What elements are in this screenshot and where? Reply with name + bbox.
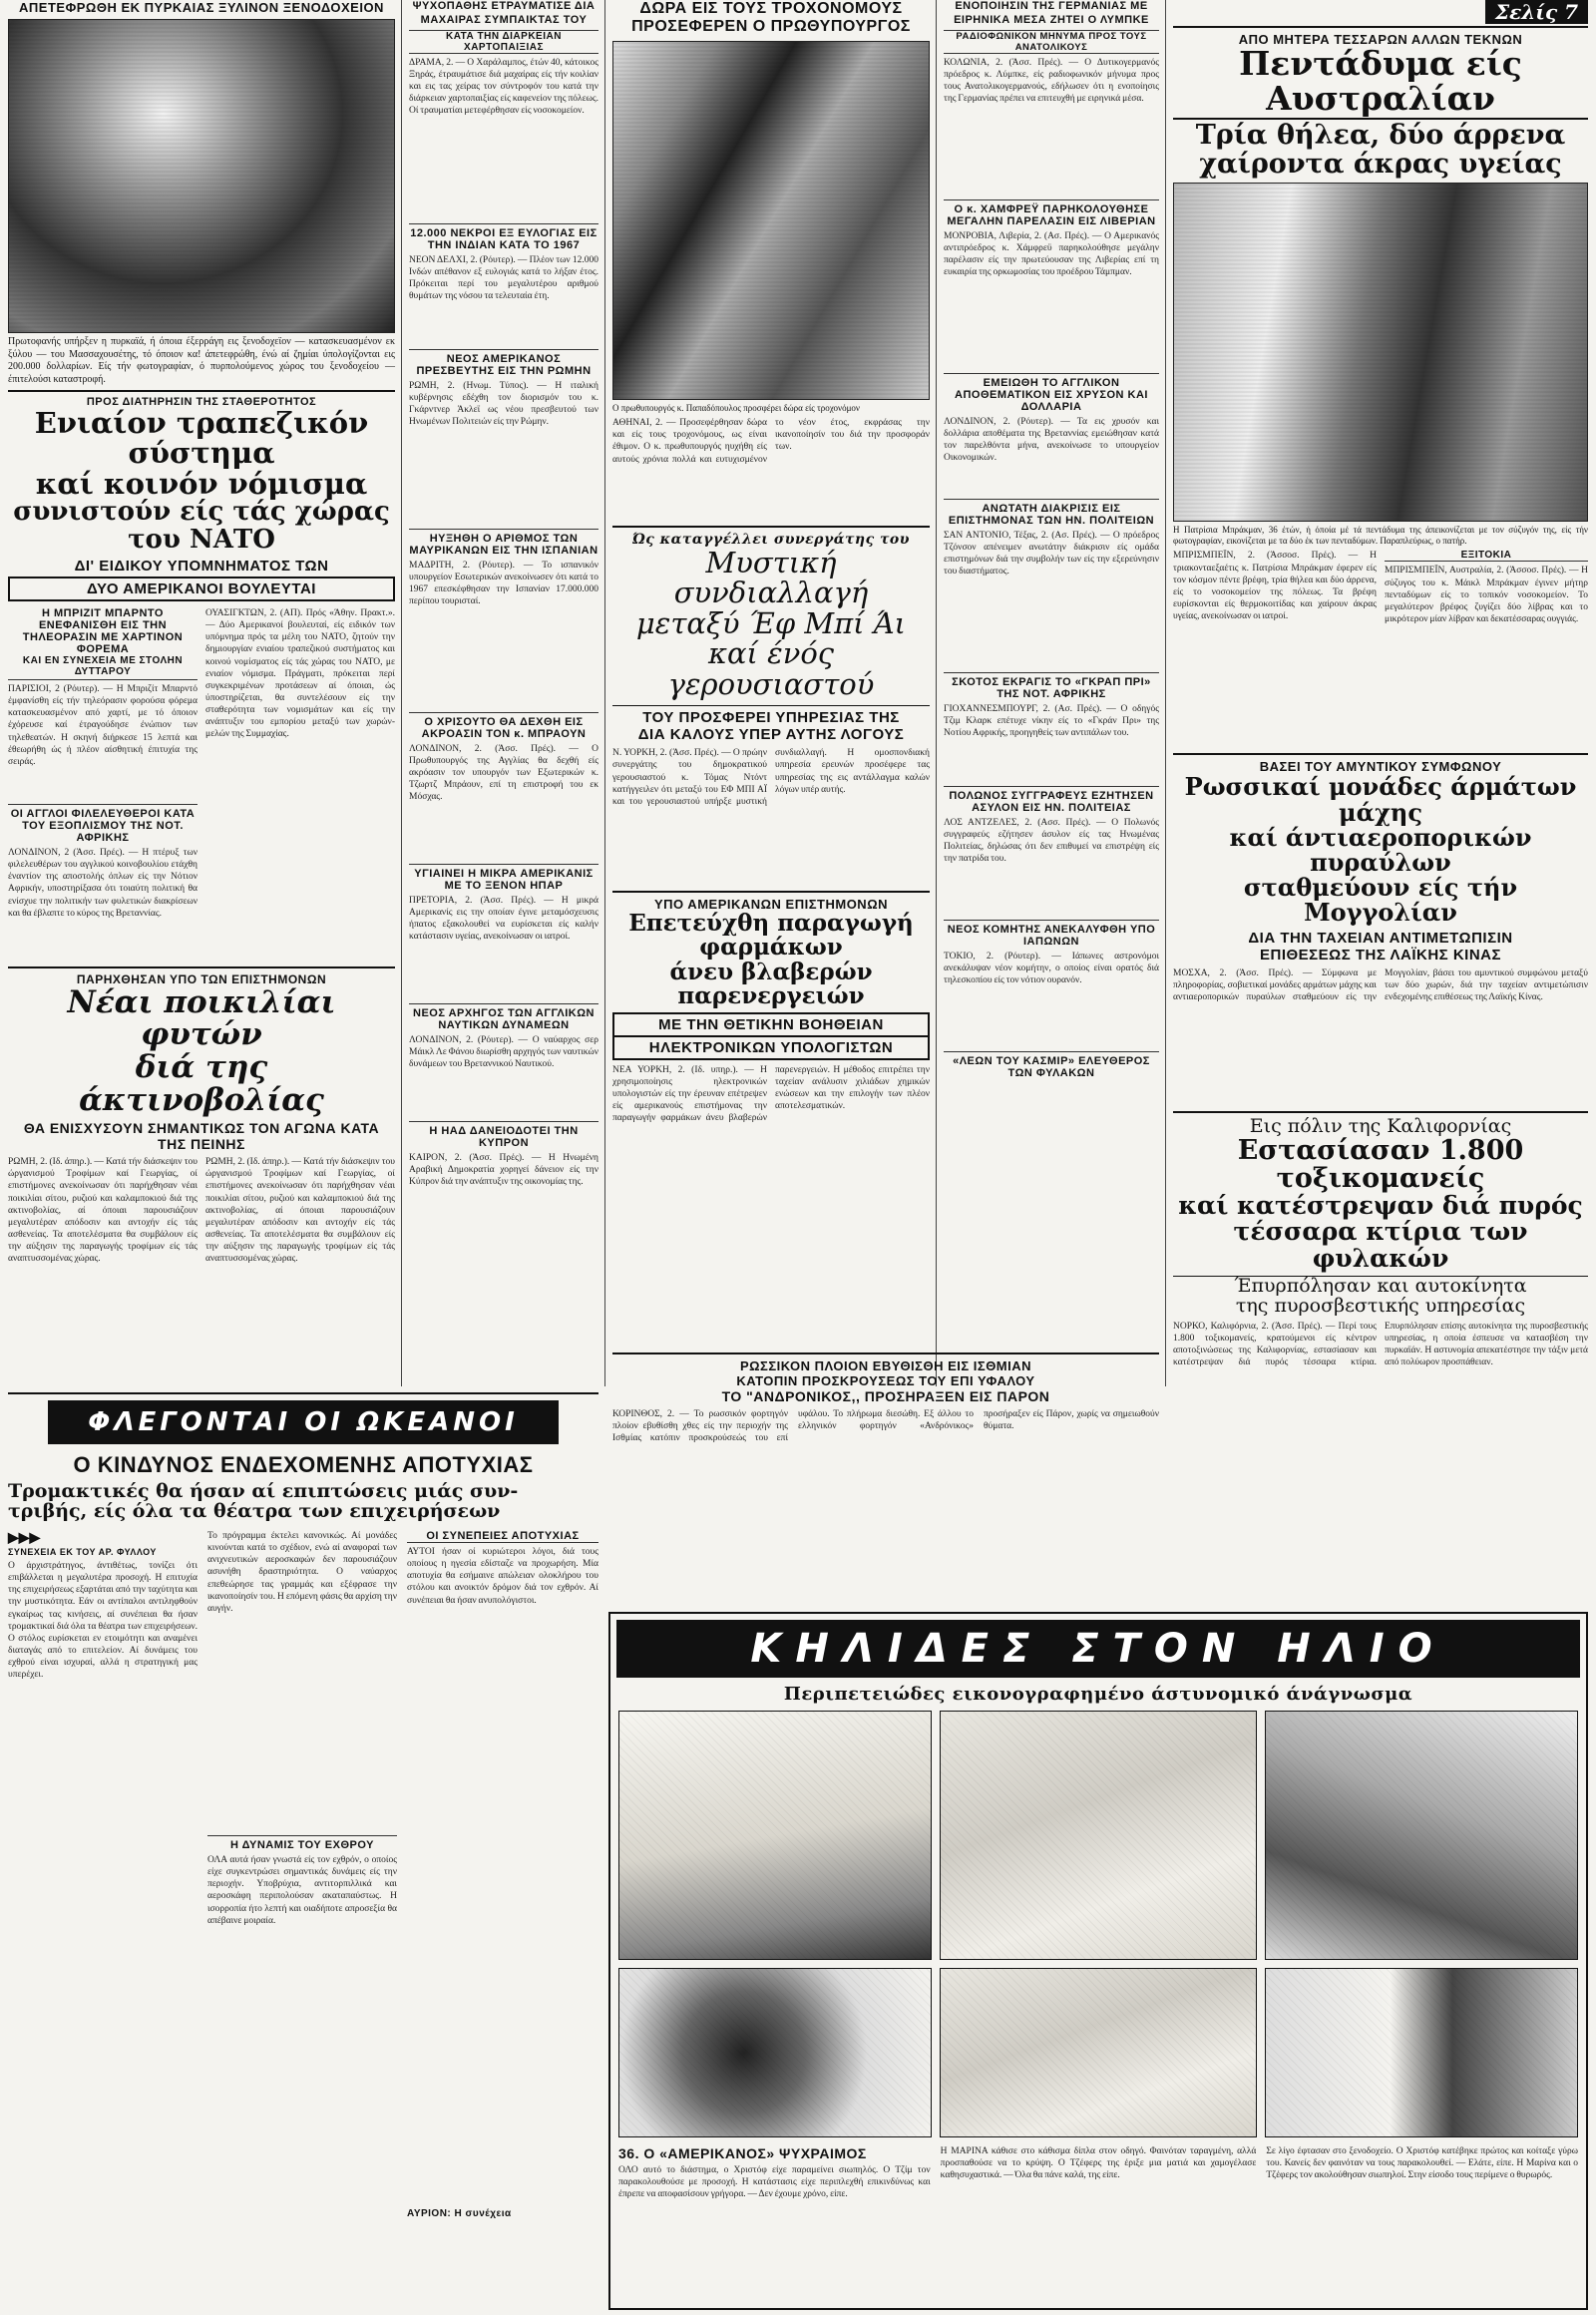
mystic-headline-1: Μυστική συνδιαλλαγή (673, 546, 869, 610)
quint-caption: Η Πατρίσια Μπράκμαν, 36 έτών, ή όποία μέ τά πεντάδυμα της άπεικονίζεται με τον σύζυγόν της, είς τήν φωτογραφίαν, εικονίζεται με τα δύο έκ των πενταδύμων. Παραπλεύρως, ο πατήρ. (1173, 524, 1588, 547)
tanks-subhead-1: ΔΙΑ ΤΗΝ ΤΑΧΕΙΑΝ ΑΝΤΙΜΕΤΩΠΙΣΙΝ (1248, 929, 1513, 947)
quint-side-body: ΜΠΡΙΣΜΠΕΪΝ, Αυστραλία, 2. (Άσσοσ. Πρές). — Η σύζυγος του κ. Μάικλ Μπράκμαν έγινεν μήτηρ πενταδύμων είς το τοπικόν νοσοκομείον. Το μεγαλύτερον βρέφος ζυγίζει δύο λίβρας και το μικρότερον μίαν λίβραν και δεκατέσσαρας ουγγιάς. (1385, 566, 1588, 625)
bardot-subhead: ΚΑΙ ΕΝ ΣΥΝΕΧΕΙΑ ΜΕ ΣΤΟΛΗΝ ΔΥΤΤΑΡΟΥ (8, 655, 198, 680)
calif-kicker: Εις πόλιν της Καλιφορνίας (1249, 1114, 1512, 1137)
quint-headline: Πεντάδυμα είς Αυστραλίαν (1173, 47, 1588, 120)
grandprix-headline: ΣΚΟΤΟΣ ΕΚΡΑΓΙΣ ΤΟ «ΓΚΡΑΠ ΠΡΙ» ΤΗΣ ΝΟΤ. ΑΦΡΙΚΗΣ (952, 675, 1151, 700)
bardot-headline: Η ΜΠΡΙΖΙΤ ΜΠΑΡΝΤΟ ΕΝΕΦΑΝΙΣΘΗ ΕΙΣ ΤΗΝ ΤΗΛΕΟΡΑΣΙΝ ΜΕ ΧΑΡΤΙΝΟΝ ΦΟΡΕΜΑ (22, 606, 184, 655)
arrows-icon: ▶▶▶ (8, 1530, 41, 1546)
loan-headline: Η ΗΑΔ ΔΑΝΕΙΟΔΟΤΕΙ ΤΗΝ ΚΥΠΡΟΝ (429, 1124, 579, 1149)
liberals-headline: ΟΙ ΑΓΓΛΟΙ ΦΙΛΕΛΕΥΘΕΡΟΙ ΚΑΤΑ ΤΟΥ ΕΞΟΠΛΙΣΜΟΥ ΤΗΣ ΝΟΤ. ΑΦΡΙΚΗΣ (10, 807, 196, 844)
plants-kicker: ΠΑΡΗΧΘΗΣΑΝ ΥΠΟ ΤΩΝ ΕΠΙΣΤΗΜΟΝΩΝ (76, 971, 327, 986)
writer-headline: ΠΟΛΩΝΟΣ ΣΥΓΓΡΑΦΕΥΣ ΕΖΗΤΗΣΕΝ ΑΣΥΛΟΝ ΕΙΣ ΗΝ. ΠΟΛΙΤΕΙΑΣ (949, 789, 1154, 814)
oceans-body-1: Ο άρχιστράτηγος, άντιθέτως, τονίζει ότι επιβάλλεται η μεγαλυτέρα προσοχή. Η επιτυχία της επιχειρήσεως εξαρτάται από την ταχύτητα και την μυστικότητα. Εάν οι αντίπαλοι αντιληφθούν εγκαίρως τας κινήσεις, αί συνέπειαι θα ήσαν τρομακτικαί διά όλα τα θέατρα των επιχειρήσεων. Ο στόλος ευρίσκεται εν ετοιμότητι και αναμένει διαταγάς από το επιτελείον. Αί δυνάμεις του εχθρού είναι ισχυραί, αλλά η στρατηγική μας υπερέχει. (8, 1560, 198, 1681)
column-divider (401, 0, 402, 1386)
comic-panel-5 (940, 1968, 1257, 2137)
plants-body-2: ΡΩΜΗ, 2. (Ιδ. άπηρ.). — Κατά τήν διάσκεψιν του ώργανισμού Τροφίμων καί Γεωργίας, οί επιστήμονες ανεκοίνωσαν ότι παρήχθησαν νέαι ποικιλίαι σίτου, ρυζιού και καλαμποκιού διά της ακτινοβολίας, αί όποιαι παρουσιάζουν μεγαλυτέραν απόδοσιν και αντοχήν είς τάς ασθενείας. Τα αποτελέσματα θα συμβάλουν είς την αύξησιν της παραγωγής τροφίμων είς τάς αναπτυσσομένας χώρας. (205, 1157, 395, 1265)
psycho-headline: ΨΥΧΟΠΑΘΗΣ ΕΤΡΑΥΜΑΤΙΣΕ ΔΙΑ ΜΑΧΑΙΡΑΣ ΣΥΜΠΑΙΚΤΑΣ ΤΟΥ (412, 0, 596, 26)
quint-body: ΜΠΡΙΣΜΠΕΪΝ, 2. (Άσσοσ. Πρές). — Η τριακονταεξαέτις κ. Πατρίσια Μπράκμαν έφερεν είς τον κόσμον πέντε βρέφη, τρία θήλεα και δύο άρρενα, είς το νοσοκομείον της πόλεως. Τα βρέφη ευρίσκονται είς θερμοκοιτίδας και χαίρουν άκρας υγείας, ανεκοίνωσαν οι ιατροί. (1173, 551, 1377, 622)
tanks-kicker: ΒΑΣΕΙ ΤΟΥ ΑΜΥΝΤΙΚΟΥ ΣΥΜΦΩΝΟΥ (1259, 759, 1502, 775)
plants-headline-1: Νέαι ποικιλίαι φυτών (67, 983, 336, 1053)
consequences-headline: ΟΙ ΣΥΝΕΠΕΙΕΣ ΑΠΟΤΥΧΙΑΣ (407, 1530, 598, 1543)
mystic-kicker: Ώς καταγγέλλει συνεργάτης του (632, 532, 910, 549)
comic-panel-1 (618, 1711, 932, 1960)
nato-subhead-1: ΔΙ' ΕΙΔΙΚΟΥ ΥΠΟΜΝΗΜΑΤΟΣ ΤΩΝ (74, 557, 329, 575)
spain-body: ΜΑΔΡΙΤΗ, 2. (Ρόυτερ). — Το ισπανικόν υπουργείον Εσωτερικών ανεκοίνωσεν ότι κατά το 1967 επεσκέφθησαν την Ισπανίαν 17.000.000 περίπου τουρισταί. (409, 560, 598, 606)
calif-body: ΝΟΡΚΟ, Καλιφόρνια, 2. (Άσσ. Πρές). — Περί τους 1.800 τοξικομανείς, κρατούμενοι είς κέντρον αποτοξινώσεως της Καλιφορνίας, εστασίασαν και κατέστρεψαν διά πυρός τέσσαρα κτίρια. Επυρπόλησαν επίσης αυτοκίνητα της πυροσβεστικής υπηρεσίας, η οποία έσπευσε να κατασβέση την πυρκαϊάν. Η αστυνομία απεκατέστησε την τάξιν μετά από πολύωρον προσπάθειαν. (1173, 1321, 1588, 1368)
comic-panel-6 (1265, 1968, 1578, 2137)
spain-headline: ΗΥΞΗΘΗ Ο ΑΡΙΘΜΟΣ ΤΩΝ ΜΑΥΡΙΚΑΝΩΝ ΕΙΣ ΤΗΝ ΙΣΠΑΝΙΑΝ (409, 532, 598, 557)
kashmir-headline: «ΛΕΩΝ ΤΟΥ ΚΑΣΜΙΡ» ΕΛΕΥΘΕΡΟΣ ΤΩΝ ΦΥΛΑΚΩΝ (953, 1054, 1150, 1079)
calif-headline-3: τέσσαρα κτίρια των φυλακών (1233, 1217, 1528, 1273)
oceans-subhead-2: τριβής, είς όλα τα θέατρα των επιχειρήσεων (8, 1499, 501, 1522)
quint-subhead-2: χαίροντα άκρας υγείας (1199, 148, 1562, 180)
writer-body: ΛΟΣ ΑΝΤΖΕΛΕΣ, 2. (Ασσ. Πρές). — Ο Πολωνός συγγραφεύς εζήτησεν άσυλον είς τας Ηνωμένας Πολιτείας, δηλώσας ότι δεν επιθυμεί να επιστρέψη είς την πατρίδα του. (944, 817, 1159, 864)
page-number-masthead: Σελίς 7 (1485, 0, 1588, 24)
ship-story (612, 1349, 1159, 1620)
award-headline: ΑΝΩΤΑΤΗ ΔΙΑΚΡΙΣΙΣ ΕΙΣ ΕΠΙΣΤΗΜΟΝΑΣ ΤΩΝ ΗΝ. ΠΟΛΙΤΕΙΩΝ (948, 502, 1155, 527)
nato-headline-2: καί κοινόν νόμισμα (35, 466, 368, 501)
psycho-subhead: ΚΑΤΑ ΤΗΝ ΔΙΑΡΚΕΙΑΝ ΧΑΡΤΟΠΑΙΞΙΑΣ (409, 30, 598, 54)
gifts-photo (612, 41, 930, 400)
comic-section (608, 1612, 1588, 2310)
comic-text-2: Η ΜΑΡΙΝΑ κάθισε στο κάθισμα δίπλα στον οδηγό. Φαινόταν ταραγμένη, αλλά προσπαθούσε να το κρύψη. Ο Τζέφερς της έριξε μια ματιά και χαμογέλασε καθησυχαστικά. — Όλα θα πάνε καλά, της είπε. (940, 2146, 1257, 2181)
plants-body-1: ΡΩΜΗ, 2. (Ιδ. άπηρ.). — Κατά τήν διάσκεψιν του ώργανισμού Τροφίμων καί Γεωργίας, οί επιστήμονες ανεκοίνωσαν ότι παρήχθησαν νέαι ποικιλίαι σίτου, ρυζιού και καλαμποκιού διά της ακτινοβολίας, αί όποιαι παρουσιάζουν μεγαλυτέραν απόδοσιν και αντοχήν είς τάς ασθενείας. Τα αποτελέσματα θα συμβάλουν είς την αύξησιν της παραγωγής τροφίμων είς τάς αναπτυσσομένας χώρας. (8, 1157, 198, 1265)
plants-headline-2: διά της άκτινοβολίας (79, 1049, 324, 1118)
mystic-subhead-1: ΤΟΥ ΠΡΟΣΦΕΡΕΙ ΥΠΗΡΕΣΙΑΣ ΤΗΣ (612, 705, 930, 726)
nato-kicker: ΠΡΟΣ ΔΙΑΤΗΡΗΣΙΝ ΤΗΣ ΣΤΑΘΕΡΟΤΗΤΟΣ (86, 396, 317, 408)
ship-headline-1: ΡΩΣΣΙΚΟΝ ΠΛΟΙΟΝ ΕΒΥΘΙΣΘΗ ΕΙΣ ΙΣΘΜΙΑΝ (739, 1358, 1032, 1373)
column-divider (604, 0, 605, 1386)
column-3 (612, 0, 930, 1239)
tanks-subhead-2: ΕΠΙΘΕΣΕΩΣ ΤΗΣ ΛΑΪΚΗΣ ΚΙΝΑΣ (1260, 946, 1501, 964)
humphrey-headline: Ο κ. ΧΑΜΦΡΕΫ ΠΑΡΗΚΟΛΟΥΘΗΣΕ ΜΕΓΑΛΗΝ ΠΑΡΕΛΑΣΙΝ ΕΙΣ ΛΙΒΕΡΙΑΝ (947, 202, 1156, 227)
oceans-subhead-1: Τρομακτικές θα ήσαν αί επιπτώσεις μιάς συν- (8, 1480, 519, 1502)
ship-headline-2: ΚΑΤΟΠΙΝ ΠΡΟΣΚΡΟΥΣΕΩΣ ΤΟΥ ΕΠΙ ΥΦΑΛΟΥ (736, 1373, 1035, 1388)
comic-chapter-title: 36. Ο «ΑΜΕΡΙΚΑΝΟΣ» ΨΥΧΡΑΙΜΟΣ (618, 2145, 867, 2161)
health-body: ΠΡΕΤΟΡΙΑ, 2. (Άσσ. Πρές). — Η μικρά Αμερικανίς εις την οποίαν έγινε μεταμόσχευσις ήπατος εξακολουθεί να ευρίσκεται είς καλήν κατάστασιν υγείας, ανεκοίνωσαν οι ιατροί. (409, 895, 598, 942)
christou-body: ΛΟΝΔΙΝΟΝ, 2. (Άσσ. Πρές). — Ο Πρωθυπουργός της Αγγλίας θα δεχθή είς ακρόασιν τον υπουργόν των Εξωτερικών κ. Τζωρτζ Μπράουν, επί τη επιστροφή του εκ Μόσχας. (409, 743, 598, 803)
grandprix-body: ΓΙΟΧΑΝΝΕΣΜΠΟΥΡΓ, 2. (Ασ. Πρές). — Ο οδηγός Τζιμ Κλαρκ επέτυχε νίκην είς το «Γκράν Πρι» της Νοτίου Αφρικής, προηγηθείς των αντιπάλων του. (944, 703, 1159, 738)
fire-headline: ΑΠΕΤΕΦΡΩΘΗ ΕΚ ΠΥΡΚΑΙΑΣ ΞΥΛΙΝΟΝ ΞΕΝΟΔΟΧΕΙΟΝ (19, 0, 384, 15)
india-headline: 12.000 ΝΕΚΡΟΙ ΕΞ ΕΥΛΟΓΙΑΣ ΕΙΣ ΤΗΝ ΙΝΔΙΑΝ ΚΑΤΑ ΤΟ 1967 (410, 226, 598, 251)
navy-headline: ΝΕΟΣ ΑΡΧΗΓΟΣ ΤΩΝ ΑΓΓΛΙΚΩΝ ΝΑΥΤΙΚΩΝ ΔΥΝΑΜΕΩΝ (413, 1006, 595, 1031)
mystic-body: Ν. ΥΟΡΚΗ, 2. (Άσσ. Πρές). — Ο πρώην συνεργάτης του δημοκρατικού γερουσιαστού κ. Τόμας Ντόντ κατήγγειλεν ότι μεταξύ του ΕΦ ΜΠΙ ΑΪ και του γερουσιαστού υπήρξε μυστική συνδιαλλαγή. Η ομοσπονδιακή υπηρεσία ερευνών προσέφερε τας υπηρεσίας της εις αντάλλαγμα καλών λόγων υπέρ αυτής. (612, 748, 930, 807)
humphrey-body: ΜΟΝΡΟΒΙΑ, Λιβερία, 2. (Ασ. Πρές). — Ο Αμερικανός αντιπρόεδρος κ. Χάμφρεϋ παρηκολούθησε μεγάλην παρέλασιν είς την πρωτεύουσαν της Λιβερίας επί τη ευκαιρία της ορκωμοσίας του προέδρου Τάμπμαν. (944, 230, 1159, 277)
calif-headline-2: καί κατέστρεψαν διά πυρός (1178, 1191, 1583, 1221)
comic-text-1: ΟΛΟ αυτό το διάστημα, ο Χριστόφ είχε παραμείνει σιωπηλός. Ο Τζίμ τον παρακολουθούσε με προσοχή. Η κατάστασις είχε περιπλεχθή επικινδύνως και έπρεπε να αποφασίσουν γρήγορα. — Δεν έχουμε χρόνο, είπε. (618, 2165, 931, 2200)
bardot-body: ΠΑΡΙΣΙΟΙ, 2 (Ρόυτερ). — Η Μπριζίτ Μπαρντό έμφανίσθη είς τήν τηλεόρασιν φορούσα φόρεμα κατασκευασμένον από χαρτί, με τό όποιον έχόρευσε καί έτραγούδησε ένώπιον των τηλεθεατών. Η σκηνή διήρκεσε 15 λεπτά και έθεωρήθη ώς ή πλέον αίσθητική έπιτυχία της σειράς. (8, 683, 198, 767)
comic-panel-3 (1265, 1711, 1578, 1960)
health-headline: ΥΓΙΑΙΝΕΙ Η ΜΙΚΡΑ ΑΜΕΡΙΚΑΝΙΣ ΜΕ ΤΟ ΞΕΝΟΝ ΗΠΑΡ (414, 867, 594, 892)
fire-photo (8, 19, 395, 333)
tanks-body: ΜΟΣΧΑ, 2. (Άσσ. Πρές). — Σύμφωνα με πληροφορίας, σοβιετικαί μονάδες αρμάτων μάχης και αντιαεροπορικών πυραύλων σταθμεύουν είς την Μογγολίαν, βάσει του αμυντικού συμφώνου μεταξύ των δύο χωρών, διά την ταχείαν αντιμετώπισιν ενδεχομένης επιθέσεως της Λαϊκής Κίνας. (1173, 967, 1588, 1002)
comic-panels (610, 1711, 1586, 2139)
calif-headline-1: Εστασίασαν 1.800 τοξικομανείς (1237, 1134, 1524, 1194)
oceans-body-2: Το πρόγραμμα έκτελει κανονικώς. Αί μονάδες κινούνται κατά το σχέδιον, ενώ αί αναφοραί των ανιχνευτικών αεροσκαφών δεν παρουσιάζουν ασυνήθη δραστηριότητα. Ο ναύαρχος επεθεώρησε τας γραμμάς και εξέφρασε την ικανοποίησίν του. Η επόμενη φάσις θα αρχίση την αυγήν. (207, 1530, 397, 1614)
tanks-headline-1: Ρωσσικαί μονάδες άρμάτων μάχης (1184, 772, 1577, 827)
column-divider (936, 0, 937, 1386)
nato-headline-1: Ενιαίον τραπεζικόν σύστημα (34, 406, 369, 471)
comic-panel-2 (940, 1711, 1257, 1960)
mystic-subhead-2: ΔΙΑ ΚΑΛΟΥΣ ΥΠΕΡ ΑΥΤΗΣ ΛΟΓΟΥΣ (637, 726, 905, 744)
oceans-serial (8, 1392, 598, 2310)
comet-headline: ΝΕΟΣ ΚΟΜΗΤΗΣ ΑΝΕΚΑΛΥΦΘΗ ΥΠΟ ΙΑΠΩΝΩΝ (947, 923, 1156, 948)
column-5 (1173, 0, 1588, 1488)
column-divider (1165, 0, 1166, 1386)
navy-body: ΛΟΝΔΙΝΟΝ, 2. (Ρόυτερ). — Ο ναύαρχος σερ Μάικλ Λε Φάνου διωρίσθη αρχηγός των ναυτικών δυνάμεων του Βρεταννικού Ναυτικού. (409, 1034, 598, 1069)
nato-subhead-2: ΔΥΟ ΑΜΕΡΙΚΑΝΟΙ ΒΟΥΛΕΥΤΑΙ (8, 577, 395, 601)
consequences-body: ΑΥΤΟΙ ήσαν οί κυριώτεροι λόγοι, διά τους οποίους η ηγεσία εδίσταζε να προχωρήση. Μία αποτυχία θα εσήμαινε απώλειαν ολοκλήρου του στόλου και ανοικτόν δρόμον διά τον εχθρόν. Αί συνέπειαι θα ήσαν ανυπολόγιστοι. (407, 1546, 598, 1606)
ship-body: ΚΟΡΙΝΘΟΣ, 2. — Το ρωσσικόν φορτηγόν πλοίον εβυθίσθη χθες είς την περιοχήν της Ισθμίας κατόπιν προσκρούσεώς του επί υφάλου. Το πλήρωμα διεσώθη. Εξ άλλου το ελληνικόν φορτηγόν «Ανδρόνικος» προσήραξεν είς Πάρον, χωρίς να σημειωθούν θύματα. (612, 1409, 1159, 1444)
gifts-headline-1: ΔΩΡΑ ΕΙΣ ΤΟΥΣ ΤΡΟΧΟΝΟΜΟΥΣ (639, 0, 903, 17)
drugs-kicker: ΥΠΟ ΑΜΕΡΙΚΑΝΩΝ ΕΠΙΣΤΗΜΟΝΩΝ (654, 897, 888, 913)
oceans-continued: ΣΥΝΕΧΕΙΑ ΕΚ ΤΟΥ ΑΡ. ΦΥΛΛΟΥ (8, 1546, 157, 1557)
calif-subhead-2: της πυροσβεστικής υπηρεσίας (1235, 1294, 1526, 1317)
nato-headline-3: συνιστούν είς τάς χώρας του ΝΑΤΟ (13, 497, 390, 555)
mystic-headline-2: μεταξύ Έφ Μπί Άι (635, 605, 907, 640)
drugs-headline-1: Επετεύχθη παραγωγή φαρμάκων (628, 910, 914, 962)
fire-caption: Πρωτοφανής υπήρξεν η πυρκαϊά, ή όποια έξερράγη εις ξενοδοχεϊον — κατασκευασμένον εκ ξύλου — του Μασσαχουσέτης, τό όποιον κα! άπετεφρώθη, ένώ αί ζημίαι ύπολογίζονται εις 200.000 δολλαρίων. Είς τήν φωτογραφίαν, ό πυρπολούμενος χώρος του ξενοδοχείου — έπιτελούσι καταστροφή. (8, 336, 395, 385)
gifts-caption: Ο πρωθυπουργός κ. Παπαδόπουλος προσφέρει δώρα είς τροχονόμον (612, 402, 860, 413)
gifts-body: ΑΘΗΝΑΙ, 2. — Προσεφέρθησαν δώρα και είς τους τροχονόμους, ως είναι έθιμον. Ο κ. πρωθυπουργός ηυχήθη είς αυτούς χρόνια πολλά και ευτυχισμένον το νέον έτος, εκφράσας την ικανοποίησίν του διά την προσφοράν των. (612, 418, 930, 465)
drugs-subhead-2: ΗΛΕΚΤΡΟΝΙΚΩΝ ΥΠΟΛΟΓΙΣΤΩΝ (612, 1037, 930, 1060)
ambassador-body: ΡΩΜΗ, 2. (Ηνωμ. Τύπος). — Η ιταλική κυβέρνησις εδέχθη τον διορισμόν του κ. Γκάρντνερ Άκλεϊ ως νέου πρεσβευτού των Ηνωμένων Πολιτειών είς την Ρώμην. (409, 380, 598, 427)
column-4 (944, 0, 1159, 1079)
tanks-headline-3: σταθμεύουν είς τήν Μογγολίαν (1243, 873, 1518, 928)
gifts-headline-2: ΠΡΟΣΕΦΕΡΕΝ Ο ΠΡΩΘΥΠΟΥΡΓΟΣ (631, 18, 911, 36)
germany-body: ΚΟΛΩΝΙΑ, 2. (Άσσ. Πρές). — Ο Δυτικογερμανός πρόεδρος κ. Λύμπκε, είς ραδιοφωνικόν μήνυμα προς τους Ανατολικογερμανούς, εδήλωσεν ότι η ενοποίησις της Γερμανίας πρέπει να επιτευχθή με ειρηνικά μέσα. (944, 57, 1159, 104)
mystic-headline-3: καί ένός γερουσιαστού (667, 636, 875, 701)
oceans-banner: ΦΛΕΓΟΝΤΑΙ ΟΙ ΩΚΕΑΝΟΙ (48, 1400, 559, 1444)
comic-text-3: Σε λίγο έφτασαν στο ξενοδοχείο. Ο Χριστόφ κατέβηκε πρώτος και κοίταξε γύρω του. Κανείς δεν φαινόταν να τους παρακολουθεί. — Ελάτε, είπε. Η Μαρίνα και ο Τζέφερς τον ακολούθησαν σιωπηλοί. Στην είσοδο τους περίμενε ο θυρωρός. (1266, 2146, 1578, 2181)
india-body: ΝΕΟΝ ΔΕΛΧΙ, 2. (Ρόυτερ). — Πλέον των 12.000 Ινδών απέθανον εξ ευλογιάς κατά το λήξαν έτος. Πρόκειται περί του μεγαλυτέρου αριθμού θυμάτων της νόσου τα τελευταία έτη. (409, 254, 598, 301)
comic-panel-4 (618, 1968, 932, 2137)
christou-headline: Ο ΧΡΙΣΟΥΤΟ ΘΑ ΔΕΧΘΗ ΕΙΣ ΑΚΡΟΑΣΙΝ ΤΟΝ κ. ΜΠΡΑΟΥΝ (421, 715, 587, 740)
nato-body: ΟΥΑΣΙΓΚΤΩΝ, 2. (ΑΠ). Πρός «Άθην. Πρακτ.». — Δύο Αμερικανοί βουλευταί, είς ειδικόν των υπόμνημα πρός τα μέλη του ΝΑΤΟ, ζητούν την δημιουργίαν ενιαίου τραπεζικού συστήματος και κοινού νομίσματος είς τάς χώρας του ΝΑΤΟ, με ενιαίον νόμισμα. Πράγματι, πρόκειται περί συγκεκριμένων προτάσεων αί όποιαι, ώς ύποστηρίζεται, θα συντελέσουν είς την σταθερότητα των νομισμάτων και είς την ανάπτυξιν του εμπορίου μεταξύ των χωρών-μελών της Συμμαχίας. (205, 607, 395, 740)
oceans-headline: Ο ΚΙΝΔΥΝΟΣ ΕΝΔΕΧΟΜΕΝΗΣ ΑΠΟΤΥΧΙΑΣ (73, 1452, 534, 1477)
gold-body: ΛΟΝΔΙΝΟΝ, 2. (Ρόυτερ). — Τα εις χρυσόν και δολλάρια αποθέματα της Βρεταννίας εμειώθησαν κατά τον παρελθόντα μήνα, ανεκοίνωσε το υπουργείον Οικονομικών. (944, 416, 1159, 463)
drugs-headline-2: άνευ βλαβερών παρενεργειών (669, 958, 873, 1009)
drugs-body: ΝΕΑ ΥΟΡΚΗ, 2. (Ιδ. υπηρ.). — Η χρησιμοποίησις ηλεκτρονικών υπολογιστών είς την έρευναν επέτρεψεν είς αμερικανούς επιστήμονας την παραγωγήν φαρμάκων άνευ βλαβερών παρενεργειών. Η μέθοδος επιτρέπει την ταχείαν ανάλυσιν χιλιάδων χημικών ενώσεων και την επιλογήν των πλέον αποτελεσματικών. (612, 1064, 930, 1124)
comet-body: ΤΟΚΙΟ, 2. (Ρόυτερ). — Ιάπωνες αστρονόμοι ανεκάλυψαν νέον κομήτην, ο οποίος είναι ορατός διά τηλεσκοπίου είς τον νότιον ουρανόν. (944, 951, 1159, 985)
tomorrow-note: ΑΥΡΙΟΝ: Η συνέχεια (407, 2207, 512, 2219)
enemy-headline: Η ΔΥΝΑΜΙΣ ΤΟΥ ΕΧΘΡΟΥ (207, 1835, 397, 1851)
germany-subhead: ΡΑΔΙΟΦΩΝΙΚΟΝ ΜΗΝΥΜΑ ΠΡΟΣ ΤΟΥΣ ΑΝΑΤΟΛΙΚΟΥΣ (944, 30, 1159, 54)
loan-body: ΚΑΙΡΟΝ, 2. (Άσσ. Πρές). — Η Ηνωμένη Αραβική Δημοκρατία χορηγεί δάνειον είς την Κύπρον διά την ανάπτυξιν της οικονομίας της. (409, 1152, 598, 1187)
germany-headline: ΕΝΟΠΟΙΗΣΙΝ ΤΗΣ ΓΕΡΜΑΝΙΑΣ ΜΕ ΕΙΡΗΝΙΚΑ ΜΕΣΑ ΖΗΤΕΙ Ο ΛΥΜΠΚΕ (954, 0, 1149, 26)
psycho-body: ΔΡΑΜΑ, 2. — Ο Χαράλαμπος, έτών 40, κάτοικος Ξηράς, έτραυμάτισε διά μαχαίρας είς τήν κοιλίαν και εις τας χείρας τον σύντροφόν του κατά την διάρκειαν χαρτοπαιξίας είς καφενείον της πόλεως. Οί τραυματίαι μετεφέρθησαν είς νοσοκομείον. (409, 57, 598, 117)
column-2 (409, 0, 598, 1222)
award-body: ΣΑΝ ΑΝΤΟΝΙΟ, Τέξας, 2. (Ασ. Πρές). — Ο πρόεδρος Τζόνσον απένειμεν ανωτάτην διάκρισιν είς ομάδα επιστημόνων διά την συμβολήν των είς την εξερεύνησιν του διαστήματος. (944, 530, 1159, 577)
column-1 (8, 0, 395, 1306)
quint-side-headline: ΕΞΙΤΟΚΙΑ (1385, 550, 1588, 562)
ambassador-headline: ΝΕΟΣ ΑΜΕΡΙΚΑΝΟΣ ΠΡΕΣΒΕΥΤΗΣ ΕΙΣ ΤΗΝ ΡΩΜΗΝ (416, 352, 592, 377)
plants-subhead: ΘΑ ΕΝΙΣΧΥΣΟΥΝ ΣΗΜΑΝΤΙΚΩΣ ΤΟΝ ΑΓΩΝΑ ΚΑΤΑ ΤΗΣ ΠΕΙΝΗΣ (23, 1120, 380, 1153)
calif-subhead-1: Έπυρπόλησαν και αυτοκίνητα (1173, 1276, 1588, 1297)
ship-headline-3: ΤΟ "ΑΝΔΡΟΝΙΚΟΣ,, ΠΡΟΣΗΡΑΞΕΝ ΕΙΣ ΠΑΡΟΝ (721, 1388, 1050, 1404)
quint-photo (1173, 183, 1588, 522)
comic-subtitle: Περιπετειώδες εικονογραφημένο άστυνομικό άνάγνωσμα (783, 1684, 1413, 1705)
drugs-subhead-1: ΜΕ ΤΗΝ ΘΕΤΙΚΗΝ ΒΟΗΘΕΙΑΝ (612, 1012, 930, 1037)
quint-kicker: ΑΠΟ ΜΗΤΕΡΑ ΤΕΣΣΑΡΩΝ ΑΛΛΩΝ ΤΕΚΝΩΝ (1238, 32, 1523, 47)
enemy-body: ΟΛΑ αυτά ήσαν γνωστά είς τον εχθρόν, ο οποίος είχε συγκεντρώσει σημαντικάς δυνάμεις είς την περιοχήν. Υποβρύχια, αντιτορπιλλικά και αεροσκάφη περιπολούσαν ακαταπαύστως. Η ισορροπία ήτο λεπτή και οιαδήποτε απροσεξία θα απέβαινε μοιραία. (207, 1854, 397, 1926)
comic-title: ΚΗΛΙΔΕΣ ΣΤΟΝ ΗΛΙΟ (616, 1620, 1580, 1678)
tanks-headline-2: καί άντιαεροπορικών πυραύλων (1229, 822, 1532, 878)
gold-headline: ΕΜΕΙΩΘΗ ΤΟ ΑΓΓΛΙΚΟΝ ΑΠΟΘΕΜΑΤΙΚΟΝ ΕΙΣ ΧΡΥΣΟΝ ΚΑΙ ΔΟΛΛΑΡΙΑ (955, 376, 1148, 413)
liberals-body: ΛΟΝΔΙΝΟΝ, 2 (Άσσ. Πρές). — Η πτέρυξ των φιλελευθέρων του αγγλικού κοινοβουλίου ετάχθη έναντίον της αποστολής όπλων είς την Νότιον Αφρικήν, υποστηρίξασα ότι τοιαύτη πολιτική θα ενίσχυε την πολιτικήν των φυλετικών διακρίσεων και θα έβλαπτε το κύρος της Βρεταννίας. (8, 847, 198, 919)
quint-subhead-1: Τρία θήλεα, δύο άρρενα (1195, 120, 1566, 152)
